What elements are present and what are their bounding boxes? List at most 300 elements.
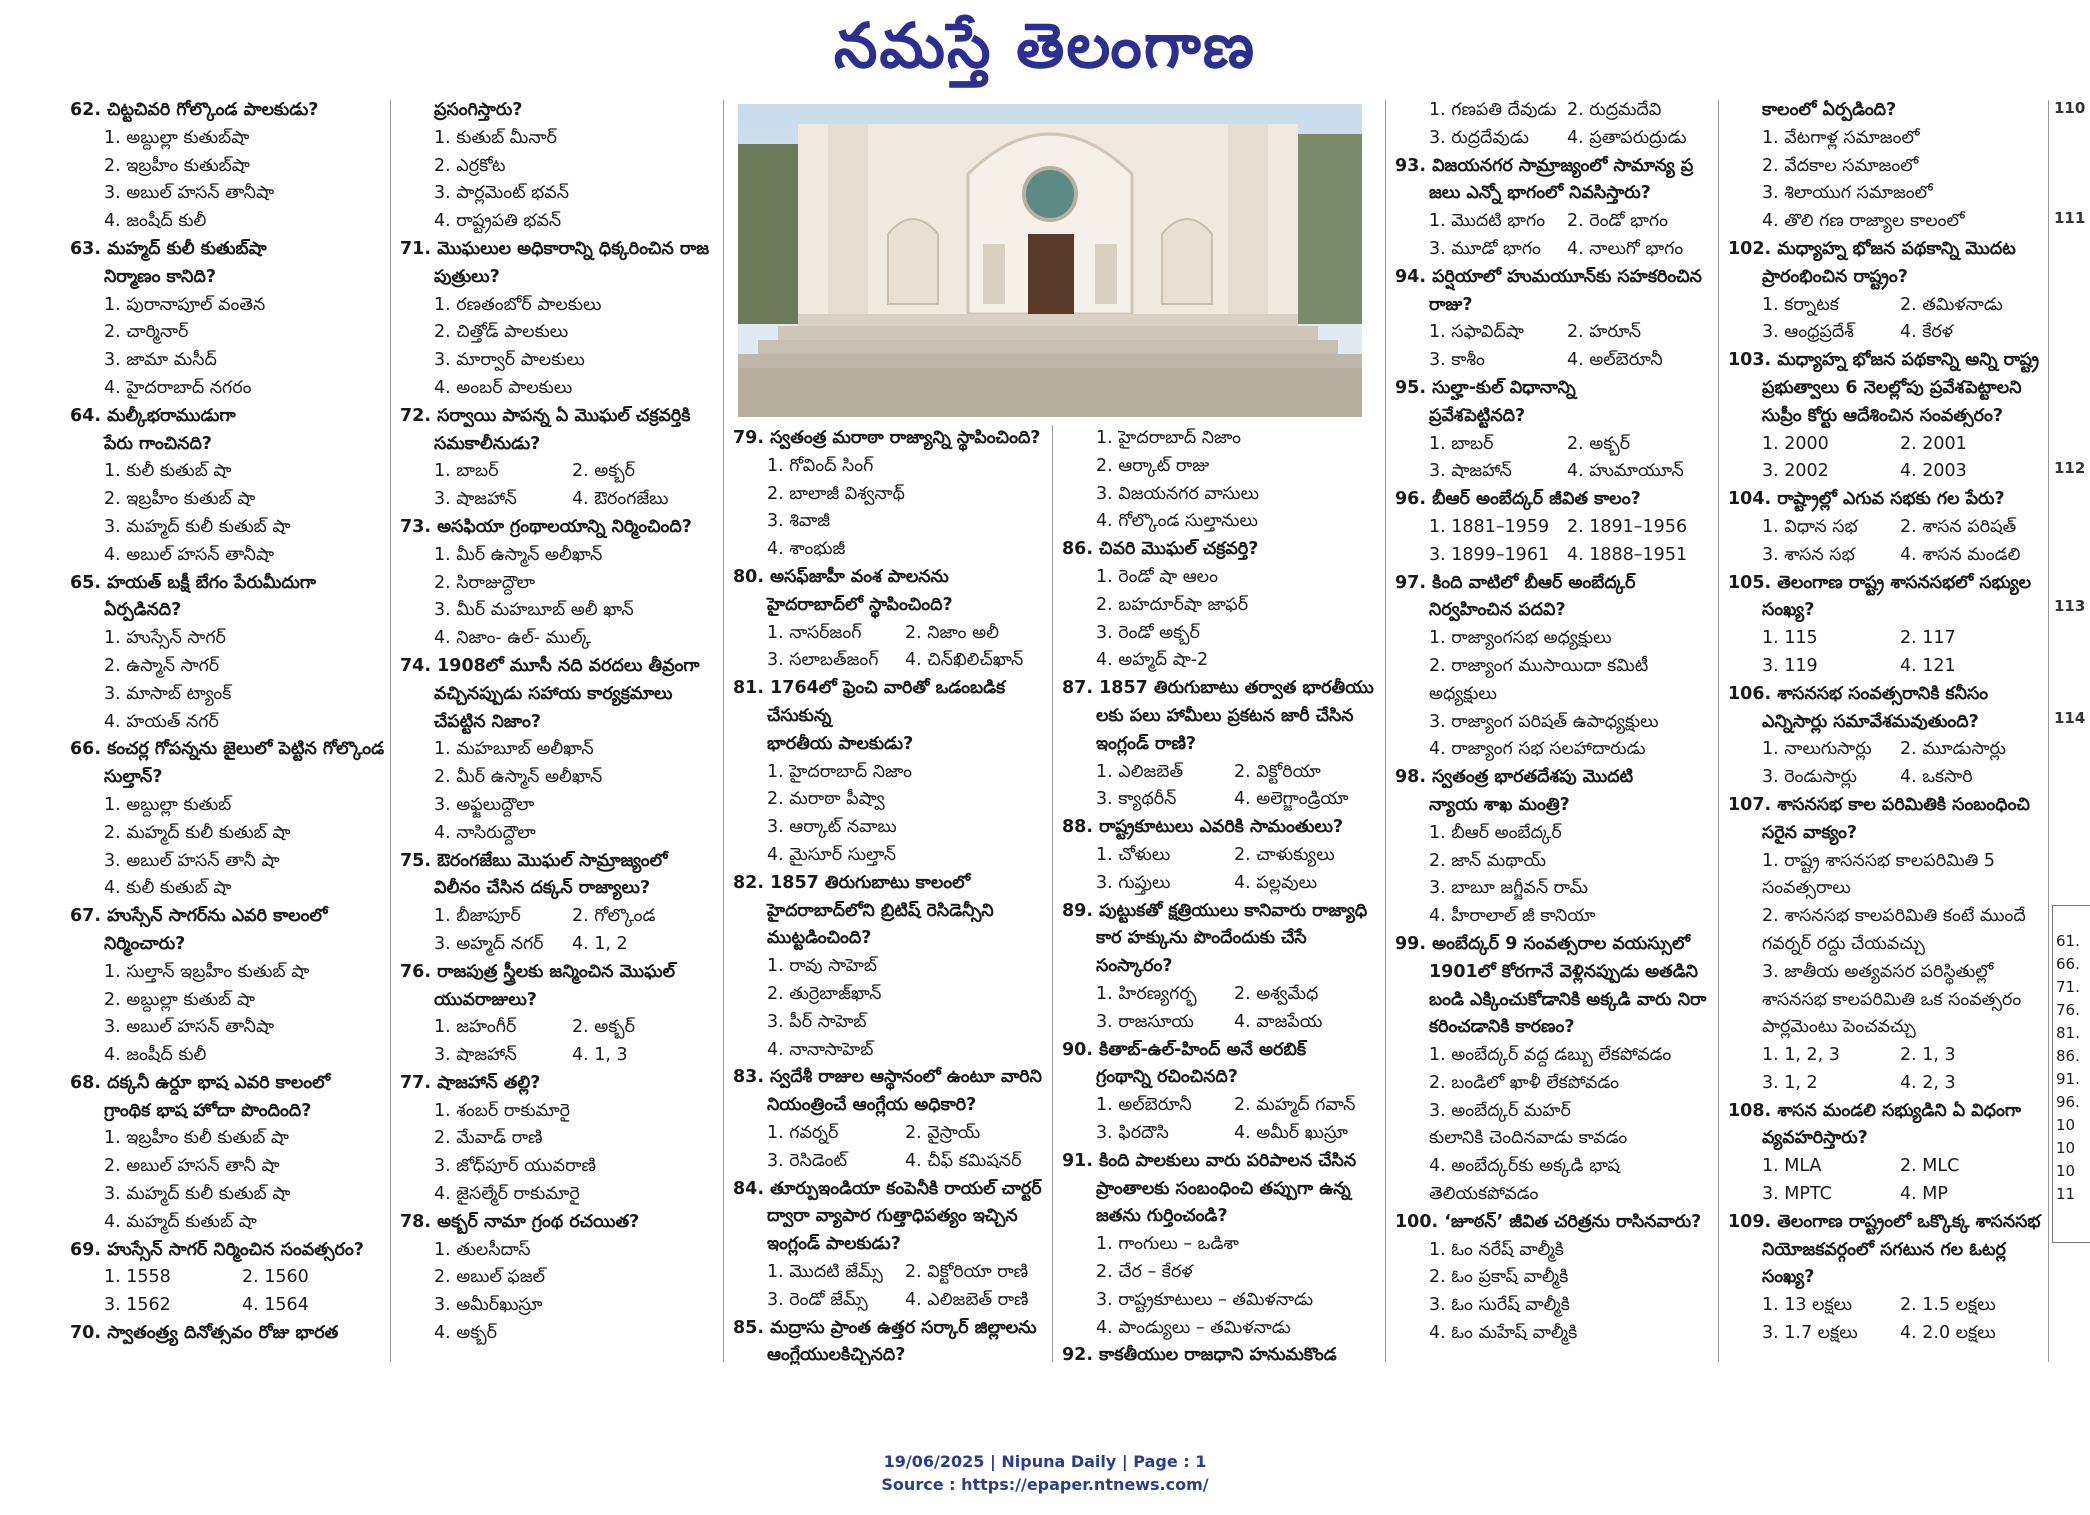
question-text: 68. దక్కనీ ఉర్దూ భాష ఎవరి కాలంలో (70, 1072, 331, 1093)
answer-option: 3. రాష్ట్రకూటులు – తమిళనాడు (1096, 1289, 1314, 1310)
answer-key: 10 (2056, 1139, 2076, 1157)
answer-option: 3. మీర్ మహబూబ్ అలీ ఖాన్ (434, 600, 634, 621)
answer-option: కులానికి చెందినవాడు కావడం (1429, 1128, 1628, 1149)
answer-option: 3. విజయనగర వాసులు (1096, 483, 1260, 504)
answer-option: 2. మీర్ ఉస్మాన్ అలీఖాన్ (434, 767, 603, 788)
answer-key: 11 (2056, 1185, 2076, 1203)
answer-option: 3. రెండో అక్బర్ (1096, 622, 1200, 643)
question-text: లకు పలు హామీలు ప్రకటన జారీ చేసిన (1096, 705, 1354, 726)
question-text: 71. మొఘలుల అధికారాన్ని ధిక్కరించిన రాజ (400, 238, 710, 259)
answer-option-row (1728, 431, 2046, 459)
answer-option: 3. రెండో జేమ్స్ (767, 1289, 868, 1310)
answer-option-row (1728, 514, 2046, 542)
question-block (70, 1070, 388, 1237)
answer-option-row (1062, 759, 1380, 787)
question-column-3 (733, 425, 1051, 1365)
answer-option: అధ్యక్షులు (1429, 683, 1497, 704)
question-text: 95. సుల్హా-కుల్ విధానాన్ని (1395, 377, 1576, 398)
clip-number: 110 (2054, 99, 2086, 117)
answer-option-row (1728, 1292, 2046, 1320)
answer-option: 3. మూడో భాగం (1429, 238, 1541, 259)
answer-option: 3. రెండుసార్లు (1762, 767, 1857, 788)
answer-option: 1. రణతంబోర్ పాలకులు (434, 294, 602, 315)
answer-option: 3. జామా మసీద్ (104, 350, 217, 371)
answer-option: 1. అబ్దుల్లా కుతుబ్‌షా (104, 127, 250, 148)
answer-option: 1. హిరణ్యగర్భ (1096, 983, 1197, 1004)
question-text: 76. రాజపుత్ర స్త్రీలకు జన్మించిన మొఘల్ (400, 961, 676, 982)
answer-option: 3. శాసన సభ (1762, 544, 1855, 565)
answer-option: 3. సలాబత్‌జంగ్ (767, 650, 879, 671)
answer-option: 4. రాజ్యాంగ సభ సలహాదారుడు (1429, 739, 1646, 760)
answer-option: 1. చోళులు (1096, 844, 1171, 865)
question-text: 66. కంచర్ల గోపన్నను జైలులో పెట్టిన గోల్కొండ (70, 739, 385, 760)
answer-option: 2. 1, 3 (1900, 1045, 1956, 1066)
question-block (1728, 570, 2046, 681)
question-text: 88. రాష్ట్రకూటులు ఎవరికి సామంతులు? (1062, 817, 1344, 838)
answer-option: 4. 2003 (1900, 461, 1967, 482)
answer-option-row (400, 486, 718, 514)
answer-option: 1. గణపతి దేవుడు (1429, 100, 1557, 120)
question-text: 98. స్వతంత్ర భారతదేశపు మొదటి (1395, 767, 1634, 788)
answer-option: 3. అబుల్ హసన్ తానీ షా (104, 850, 280, 871)
answer-option: 2. బహదూర్‌షా జాఫర్ (1096, 594, 1249, 615)
question-text: సుల్తాన్? (104, 767, 163, 788)
answer-option-row (1395, 514, 1713, 542)
answer-option: 2. హరూన్ (1567, 322, 1642, 343)
question-text: సంఖ్య? (1762, 600, 1815, 621)
answer-option: 2. అబుల్ ఫజల్ (434, 1267, 546, 1288)
question-block (1395, 153, 1713, 264)
answer-option: 4. ఔరంగజేబు (572, 489, 669, 510)
answer-option: 4. జైసల్మేర్ రాకుమారై (434, 1184, 580, 1205)
answer-option: 1. MLA (1762, 1156, 1822, 1177)
question-text: 106. శాసనసభ సంవత్సరానికి కనీసం (1728, 683, 1989, 704)
answer-option-row (1728, 1153, 2046, 1181)
question-column-5 (1395, 97, 1713, 1365)
answer-option-row (1728, 625, 2046, 653)
answer-option: 1. మీర్ ఉస్మాన్ అలీఖాన్ (434, 544, 603, 565)
answer-option: 3. కాశీం (1429, 350, 1485, 371)
answer-option: 2. తమిళనాడు (1900, 294, 2003, 315)
answer-option: 3. మహ్మద్ కులీ కుతుబ్ షా (104, 1184, 291, 1205)
question-block (70, 736, 388, 903)
question-text: ఇంగ్లండ్ రాణి? (1096, 733, 1197, 754)
answer-key: 91. (2056, 1070, 2080, 1088)
answer-option: 4. అంబేద్కర్‌కు అక్కడి భాష (1429, 1156, 1620, 1177)
question-text: నియోజకవర్గంలో సగటున గల ఓటర్ల (1762, 1239, 2006, 1260)
answer-option: 3. ఓం సురేష్ వాల్మీకి (1429, 1295, 1570, 1316)
answer-option: 2. తుర్రెబాజ్‌ఖాన్ (767, 983, 882, 1004)
answer-option-row (1395, 319, 1713, 347)
answer-option: 1. నాసర్‌జంగ్ (767, 622, 862, 643)
question-text: 72. సర్వాయి పాపన్న ఏ మొఘల్ చక్రవర్తికి (400, 405, 691, 426)
answer-option-row (400, 1042, 718, 1070)
question-text: నియంత్రించే ఆంగ్లేయ అధికారి? (767, 1095, 977, 1116)
answer-option: 4. కులీ కుతుబ్ షా (104, 878, 232, 899)
question-text: నిర్వహించిన పదవి? (1429, 600, 1566, 621)
answer-option-row (1728, 1042, 2046, 1070)
answer-option: 1. హుస్సేన్ సాగర్ (104, 628, 226, 649)
answer-option: 1. బీజాపూర్ (434, 906, 521, 927)
answer-option: 2. 1560 (242, 1267, 309, 1288)
question-text: 89. పుట్టుకతో క్షత్రియులు కానివారు రాజ్యాధి (1062, 900, 1368, 921)
answer-option: 4. పల్లవులు (1234, 872, 1318, 893)
answer-option: 4. రాష్ట్రపతి భవన్ (434, 211, 562, 232)
answer-option: 4. జంషీద్ కులీ (104, 1045, 207, 1066)
answer-option: 3. 1562 (104, 1295, 171, 1316)
question-text: 99. అంబేద్కర్ 9 సంవత్సరాల వయస్సులో (1395, 933, 1690, 954)
answer-option: 4. అహ్మద్ షా-2 (1096, 650, 1209, 671)
question-block (1062, 1342, 1380, 1365)
answer-option: 1. 13 లక్షలు (1762, 1295, 1853, 1316)
question-text: 100. ‘జూఠన్’ జీవిత చరిత్రను రాసినవారు? (1395, 1211, 1702, 1232)
question-text: పుత్రులు? (434, 266, 500, 287)
answer-option: 3. 1, 2 (1762, 1072, 1818, 1093)
answer-option: 3. శివాజీ (767, 511, 831, 532)
question-column-2 (400, 97, 718, 1365)
answer-option: 4. కేరళ (1900, 322, 1954, 343)
answer-option-row (1062, 1092, 1380, 1120)
answer-option: 4. 1888–1951 (1567, 544, 1688, 565)
answer-key: 66. (2056, 955, 2080, 973)
question-block (400, 1209, 718, 1348)
question-text: 96. బీఆర్ అంబేద్కర్ జీవిత కాలం? (1395, 489, 1641, 510)
answer-option: 1. పురానాపూల్ వంతెన (104, 294, 266, 315)
question-block (1728, 681, 2046, 792)
question-text: 86. చివరి మొఘల్ చక్రవర్తి? (1062, 539, 1259, 560)
answer-option-row (400, 1014, 718, 1042)
answer-option-row (1728, 542, 2046, 570)
question-block (733, 1064, 1051, 1175)
footer-date-line: 19/06/2025 | Nipuna Daily | Page : 1 (883, 1452, 1207, 1471)
answer-option: 4. హీరాలాల్ జీ కానియా (1429, 906, 1596, 927)
question-block (1062, 1148, 1380, 1343)
answer-option: 1. అల్‌బెరూనీ (1096, 1095, 1192, 1116)
answer-option: 1. నాలుగుసార్లు (1762, 739, 1872, 760)
answer-option: 3. శిలాయుగ సమాజంలో (1762, 183, 1933, 204)
answer-option: 2. బండిలో ఖాళీ లేకపోవడం (1429, 1072, 1620, 1093)
answer-option: 1. సుల్తాన్ ఇబ్రహీం కుతుబ్ షా (104, 961, 310, 982)
answer-option: 4. మహ్మద్ కుతుబ్ షా (104, 1211, 257, 1232)
question-block (1062, 1037, 1380, 1148)
answer-option: 1. శంబర్ రాకుమారై (434, 1100, 571, 1121)
question-text: విలీనం చేసిన దక్కన్ రాజ్యాలు? (434, 878, 651, 899)
answer-option: 4. నాసిరుద్దౌలా (434, 822, 536, 843)
answer-option: 3. అమీర్‌ఖుస్రూ (434, 1295, 543, 1316)
answer-option: 1. ఎలిజబెత్ (1096, 761, 1184, 782)
question-text: 83. స్వదేశీ రాజుల ఆస్థానంలో ఉంటూ వారిని (733, 1067, 1042, 1088)
answer-option-row (733, 1120, 1051, 1148)
answer-option: 1. ఇబ్రహీం కులీ కుతుబ్ షా (104, 1128, 289, 1149)
question-text: 105. తెలంగాణ రాష్ట్ర శాసనసభలో సభ్యుల (1728, 572, 2032, 593)
answer-option-row (1395, 125, 1713, 153)
answer-option: 3. 2002 (1762, 461, 1829, 482)
answer-option: 4. నాలుగో భాగం (1567, 238, 1684, 259)
answer-option-row (1062, 870, 1380, 898)
question-block (1395, 931, 1713, 1209)
column-divider (2048, 100, 2049, 1362)
answer-option: 2. చిత్తోడ్ పాలకులు (434, 322, 569, 343)
answer-option: 1. హైదరాబాద్ నిజాం (767, 761, 913, 782)
answer-option: 4. 1, 3 (572, 1045, 628, 1066)
question-text: 92. కాకతీయుల రాజధాని హనుమకొండ (1062, 1345, 1337, 1365)
question-block (1062, 425, 1380, 536)
answer-option-row (733, 1259, 1051, 1287)
question-text: 84. తూర్పుఇండియా కంపెనీకి రాయల్ చార్టర్ (733, 1178, 1042, 1199)
question-column-6 (1728, 97, 2046, 1365)
column-divider (1385, 100, 1386, 1362)
question-text: 103. మధ్యాహ్న భోజన పథకాన్ని అన్ని రాష్ట్ర (1728, 350, 2040, 371)
question-text: పేరు గాంచినది? (104, 433, 212, 454)
question-text: చేపట్టిన నిజాం? (434, 711, 542, 732)
question-text: సరైన వాక్యం? (1762, 822, 1857, 843)
answer-option: 3. ఆంధ్రప్రదేశ్ (1762, 322, 1854, 343)
question-text: 74. 1908లో మూసీ నది వరదలు తీవ్రంగా (400, 655, 700, 676)
answer-option: 1. 1, 2, 3 (1762, 1045, 1840, 1066)
answer-option: 2. నిజాం అలీ (905, 622, 999, 643)
question-block (1395, 97, 1713, 153)
answer-option: 2. అక్బర్ (572, 461, 636, 482)
answer-option: 3. రాజసూయ (1096, 1011, 1194, 1032)
answer-option-row (1728, 458, 2046, 486)
answer-option: 1. హైదరాబాద్ నిజాం (1096, 428, 1242, 448)
answer-key: 10 (2056, 1162, 2076, 1180)
clip-number: 114 (2054, 709, 2086, 727)
answer-option: 3. పీర్ సాహెబ్ (767, 1011, 867, 1032)
answer-option-row (1728, 319, 2046, 347)
clip-number: 113 (2054, 597, 2086, 615)
question-text: కాలంలో ఏర్పడింది? (1762, 100, 1897, 120)
answer-option: 2. రెండో భాగం (1567, 211, 1668, 232)
question-block (1728, 236, 2046, 347)
answer-option: 2. శాసనసభ కాలపరిమితి కంటే ముందే (1762, 906, 2026, 927)
question-block (1395, 486, 1713, 569)
question-text: బండి ఎక్కించుకోడానికి అక్కడి వారు నిరా (1429, 989, 1707, 1010)
answer-option: 1. 1558 (104, 1267, 171, 1288)
question-block (400, 403, 718, 514)
answer-option-row (400, 458, 718, 486)
answer-key-box (2052, 905, 2090, 1243)
question-block (1728, 97, 2046, 236)
answer-option: 2. 117 (1900, 628, 1956, 649)
answer-option: 2. అబ్దుల్లా కుతుబ్ షా (104, 989, 255, 1010)
building-photo-icon (738, 104, 1362, 417)
answer-option: 4. అంబర్ పాలకులు (434, 377, 573, 398)
answer-option: 1. బాబర్ (1429, 433, 1494, 454)
answer-option: 3. ఆర్కాట్ నవాబు (767, 817, 897, 838)
answer-key: 71. (2056, 978, 2080, 996)
footer-source-line: Source : https://epaper.ntnews.com/ (881, 1475, 1209, 1494)
question-text: చేసుకున్న (767, 705, 832, 726)
answer-option: 4. నిజాం- ఉల్- ముల్క్ (434, 628, 591, 649)
question-text: కరించడానికి కారణం? (1429, 1017, 1575, 1038)
question-text: రాజు? (1429, 294, 1473, 315)
question-block (733, 1176, 1051, 1315)
question-block (70, 903, 388, 1070)
answer-option: 1. తులసీదాస్ (434, 1239, 531, 1260)
answer-option-row (733, 1287, 1051, 1315)
answer-option: 1. 2000 (1762, 433, 1829, 454)
answer-option: 2. మేవాడ్ రాణి (434, 1128, 543, 1149)
question-text: 82. 1857 తిరుగుబాటు కాలంలో (733, 872, 971, 893)
answer-option-row (1395, 236, 1713, 264)
answer-option: 3. షాజహాన్ (1429, 461, 1512, 482)
answer-option: 4. గోల్కొండ సుల్తానులు (1096, 511, 1258, 532)
building-photo (738, 104, 1362, 417)
answer-option: 4. ఎలిజబెత్ రాణి (905, 1289, 1029, 1310)
question-block (1395, 1209, 1713, 1348)
question-block (1728, 347, 2046, 486)
answer-option-row (1395, 431, 1713, 459)
question-column-1 (70, 97, 388, 1365)
answer-option: 2. ఇబ్రహీం కుతుబ్‌షా (104, 155, 250, 176)
answer-option: 1. కులీ కుతుబ్ షా (104, 461, 232, 482)
answer-option-row (70, 1292, 388, 1320)
answer-option: 3. ఫిరదౌసి (1096, 1122, 1169, 1143)
answer-option: 4. చిన్‌ఖిలిచ్‌ఖాన్ (905, 650, 1024, 671)
answer-option: 2. వేదకాల సమాజంలో (1762, 155, 1919, 176)
question-block (400, 236, 718, 403)
answer-option: శాసనసభ కాలపరిమితి ఒక సంవత్సరం (1762, 989, 2022, 1010)
answer-option: 1. 115 (1762, 628, 1818, 649)
question-block (70, 1237, 388, 1320)
question-text: 90. కితాబ్-ఉల్-హింద్ అనే అరబిక్ (1062, 1039, 1306, 1060)
question-text: కార హక్కును పొందేందుకు చేసే సంస్కారం? (1096, 928, 1307, 977)
answer-option: 2. మహ్మద్ గవాన్ (1234, 1095, 1356, 1116)
answer-option-row (1728, 1181, 2046, 1209)
answer-option: 4. 2, 3 (1900, 1072, 1956, 1093)
answer-option: 2. అక్బర్ (572, 1017, 636, 1038)
question-text: ఎన్నిసార్లు సమావేశమవుతుంది? (1762, 711, 1979, 732)
question-text: 65. హయత్ బక్షీ బేగం పేరుమీదుగా (70, 572, 316, 593)
question-block (70, 403, 388, 570)
question-text: 78. అక్బర్ నామా గ్రంథ రచయిత? (400, 1211, 640, 1232)
answer-option: 3. జాతీయ అత్యవసర పరిస్థితుల్లో (1762, 961, 1994, 982)
question-text: 108. శాసన మండలి సభ్యుడిని ఏ విధంగా (1728, 1100, 2022, 1121)
answer-option-row (1395, 542, 1713, 570)
question-text: ప్రాంతాలకు సంబంధించి తప్పుగా ఉన్న (1096, 1178, 1351, 1199)
answer-option: 2. శాసన పరిషత్ (1900, 516, 2017, 537)
answer-option-row (1395, 97, 1713, 125)
answer-option: 2. బాలాజీ విశ్వనాథ్ (767, 483, 905, 504)
question-text: ప్రసంగిస్తారు? (434, 100, 523, 120)
question-text: 109. తెలంగాణ రాష్ట్రంలో ఒక్కొక్క శాసనసభ (1728, 1211, 2041, 1232)
answer-option: 2. చేర – కేరళ (1096, 1261, 1193, 1282)
answer-key: 76. (2056, 1001, 2080, 1019)
answer-option: 2. జాన్ మథాయ్ (1429, 850, 1547, 871)
question-block (733, 870, 1051, 1065)
question-block (1728, 486, 2046, 569)
answer-option-row (1728, 1070, 2046, 1098)
answer-option: 4. నానాసాహెబ్ (767, 1039, 874, 1060)
answer-option: 3. షాజహాన్ (434, 1045, 517, 1066)
answer-option: 3. 1.7 లక్షలు (1762, 1323, 1858, 1344)
question-text: 104. రాష్ట్రాల్లో ఎగువ సభకు గల పేరు? (1728, 489, 2005, 510)
answer-option-row (733, 620, 1051, 648)
answer-option: 2. సిరాజుద్దౌలా (434, 572, 535, 593)
answer-option-row (1728, 1320, 2046, 1348)
answer-option: 4. హుమాయూన్ (1567, 461, 1684, 482)
answer-option: పార్లమెంటు పెంచవచ్చు (1762, 1017, 1916, 1038)
answer-option: గవర్నర్ రద్దు చేయవచ్చు (1762, 933, 1925, 954)
answer-option-row (1062, 842, 1380, 870)
answer-option: 3. జోధ్‌పూర్ యువరాణి (434, 1156, 596, 1177)
answer-option: 1. గాంగులు – ఒడిశా (1096, 1234, 1239, 1255)
answer-option: 2. చాళుక్యులు (1234, 844, 1335, 865)
question-block (1728, 792, 2046, 1098)
question-text: 97. కింది వాటిలో బీఆర్ అంబేద్కర్ (1395, 572, 1636, 593)
question-block (1395, 764, 1713, 931)
answer-option: 2. 1.5 లక్షలు (1900, 1295, 1996, 1316)
answer-option: 1. వేటగాళ్ల సమాజంలో (1762, 127, 1920, 148)
answer-option: 4. అల్‌బెరూనీ (1567, 350, 1663, 371)
answer-option: సంవత్సరాలు (1762, 878, 1851, 899)
question-block (1395, 264, 1713, 375)
answer-option: 2. మూడుసార్లు (1900, 739, 2006, 760)
answer-option: 1. బాబర్ (434, 461, 499, 482)
answer-option: 2. MLC (1900, 1156, 1960, 1177)
answer-option: 1. జహంగీర్ (434, 1017, 517, 1038)
question-text: యువరాజులు? (434, 989, 537, 1010)
answer-option: 4. తొలి గణ రాజ్యాల కాలంలో (1762, 211, 1965, 232)
question-text: సుప్రీం కోర్టు ఆదేశించిన సంవత్సరం? (1762, 405, 2004, 426)
question-text: ప్రారంభించిన రాష్ట్రం? (1762, 266, 1908, 287)
question-text: 102. మధ్యాహ్న భోజన పథకాన్ని మొదట (1728, 238, 2016, 259)
question-text: నిర్మించారు? (104, 933, 186, 954)
answer-option: 4. 1, 2 (572, 933, 628, 954)
question-block (70, 570, 388, 737)
answer-option: 1. విధాన సభ (1762, 516, 1858, 537)
question-block (733, 425, 1051, 564)
question-block (1395, 570, 1713, 765)
answer-option-row (1062, 981, 1380, 1009)
answer-option: 3. అఫ్జలుద్దౌలా (434, 794, 535, 815)
question-text: ఏర్పడినది? (104, 600, 182, 621)
answer-option: 2. ఓం ప్రకాష్ వాల్మీకి (1429, 1267, 1569, 1288)
answer-option: 3. క్యాథరీన్ (1096, 789, 1177, 810)
question-text: జలు ఎన్నో భాగంలో నివసిస్తారు? (1429, 183, 1651, 204)
answer-option: 1. సఫావిద్‌షా (1429, 322, 1524, 343)
answer-option-row (1395, 208, 1713, 236)
answer-option: 1. అబ్దుల్లా కుతుబ్ (104, 794, 232, 815)
answer-option: 4. జంషీద్ కులీ (104, 211, 207, 232)
question-text: ఇంగ్లండ్ పాలకుడు? (767, 1234, 901, 1255)
answer-option: 4. ఒకసారి (1900, 767, 1973, 788)
answer-option: 1. అంబేద్కర్ వద్ద డబ్బు లేకపోవడం (1429, 1045, 1672, 1066)
answer-option: 1. రెండో షా ఆలం (1096, 566, 1218, 587)
question-text: నిర్మాణం కానిది? (104, 266, 216, 287)
question-text: 79. స్వతంత్ర మరాఠా రాజ్యాన్ని స్థాపించింది? (733, 428, 1041, 448)
answer-option: 3. మాసాబ్ ట్యాంక్ (104, 683, 232, 704)
answer-option: 2. విక్టోరియా రాణి (905, 1261, 1029, 1282)
answer-option-row (1728, 292, 2046, 320)
question-text: 62. చిట్టచివరి గోల్కొండ పాలకుడు? (70, 100, 319, 120)
answer-option: 3. గుప్తులు (1096, 872, 1171, 893)
question-text: 93. విజయనగర సామ్రాజ్యంలో సామాన్య ప్ర (1395, 155, 1694, 176)
question-block (70, 236, 388, 403)
question-block (1062, 898, 1380, 1037)
question-block (733, 675, 1051, 870)
question-text: గ్రాంథిక భాష హోదా పొందింది? (104, 1100, 312, 1121)
column-divider (723, 100, 724, 1362)
answer-option: 2. చార్మినార్ (104, 322, 189, 343)
question-text: సంఖ్య? (1762, 1267, 1815, 1288)
question-block (1728, 1209, 2046, 1348)
answer-option-row (400, 931, 718, 959)
question-text: 91. కింది పాలకులు వారు పరిపాలన చేసిన (1062, 1150, 1357, 1171)
answer-option: 1. ఓం నరేష్ వాల్మీకి (1429, 1239, 1564, 1260)
answer-option: 3. రాజ్యాంగ పరిషత్ ఉపాధ్యక్షులు (1429, 711, 1659, 732)
